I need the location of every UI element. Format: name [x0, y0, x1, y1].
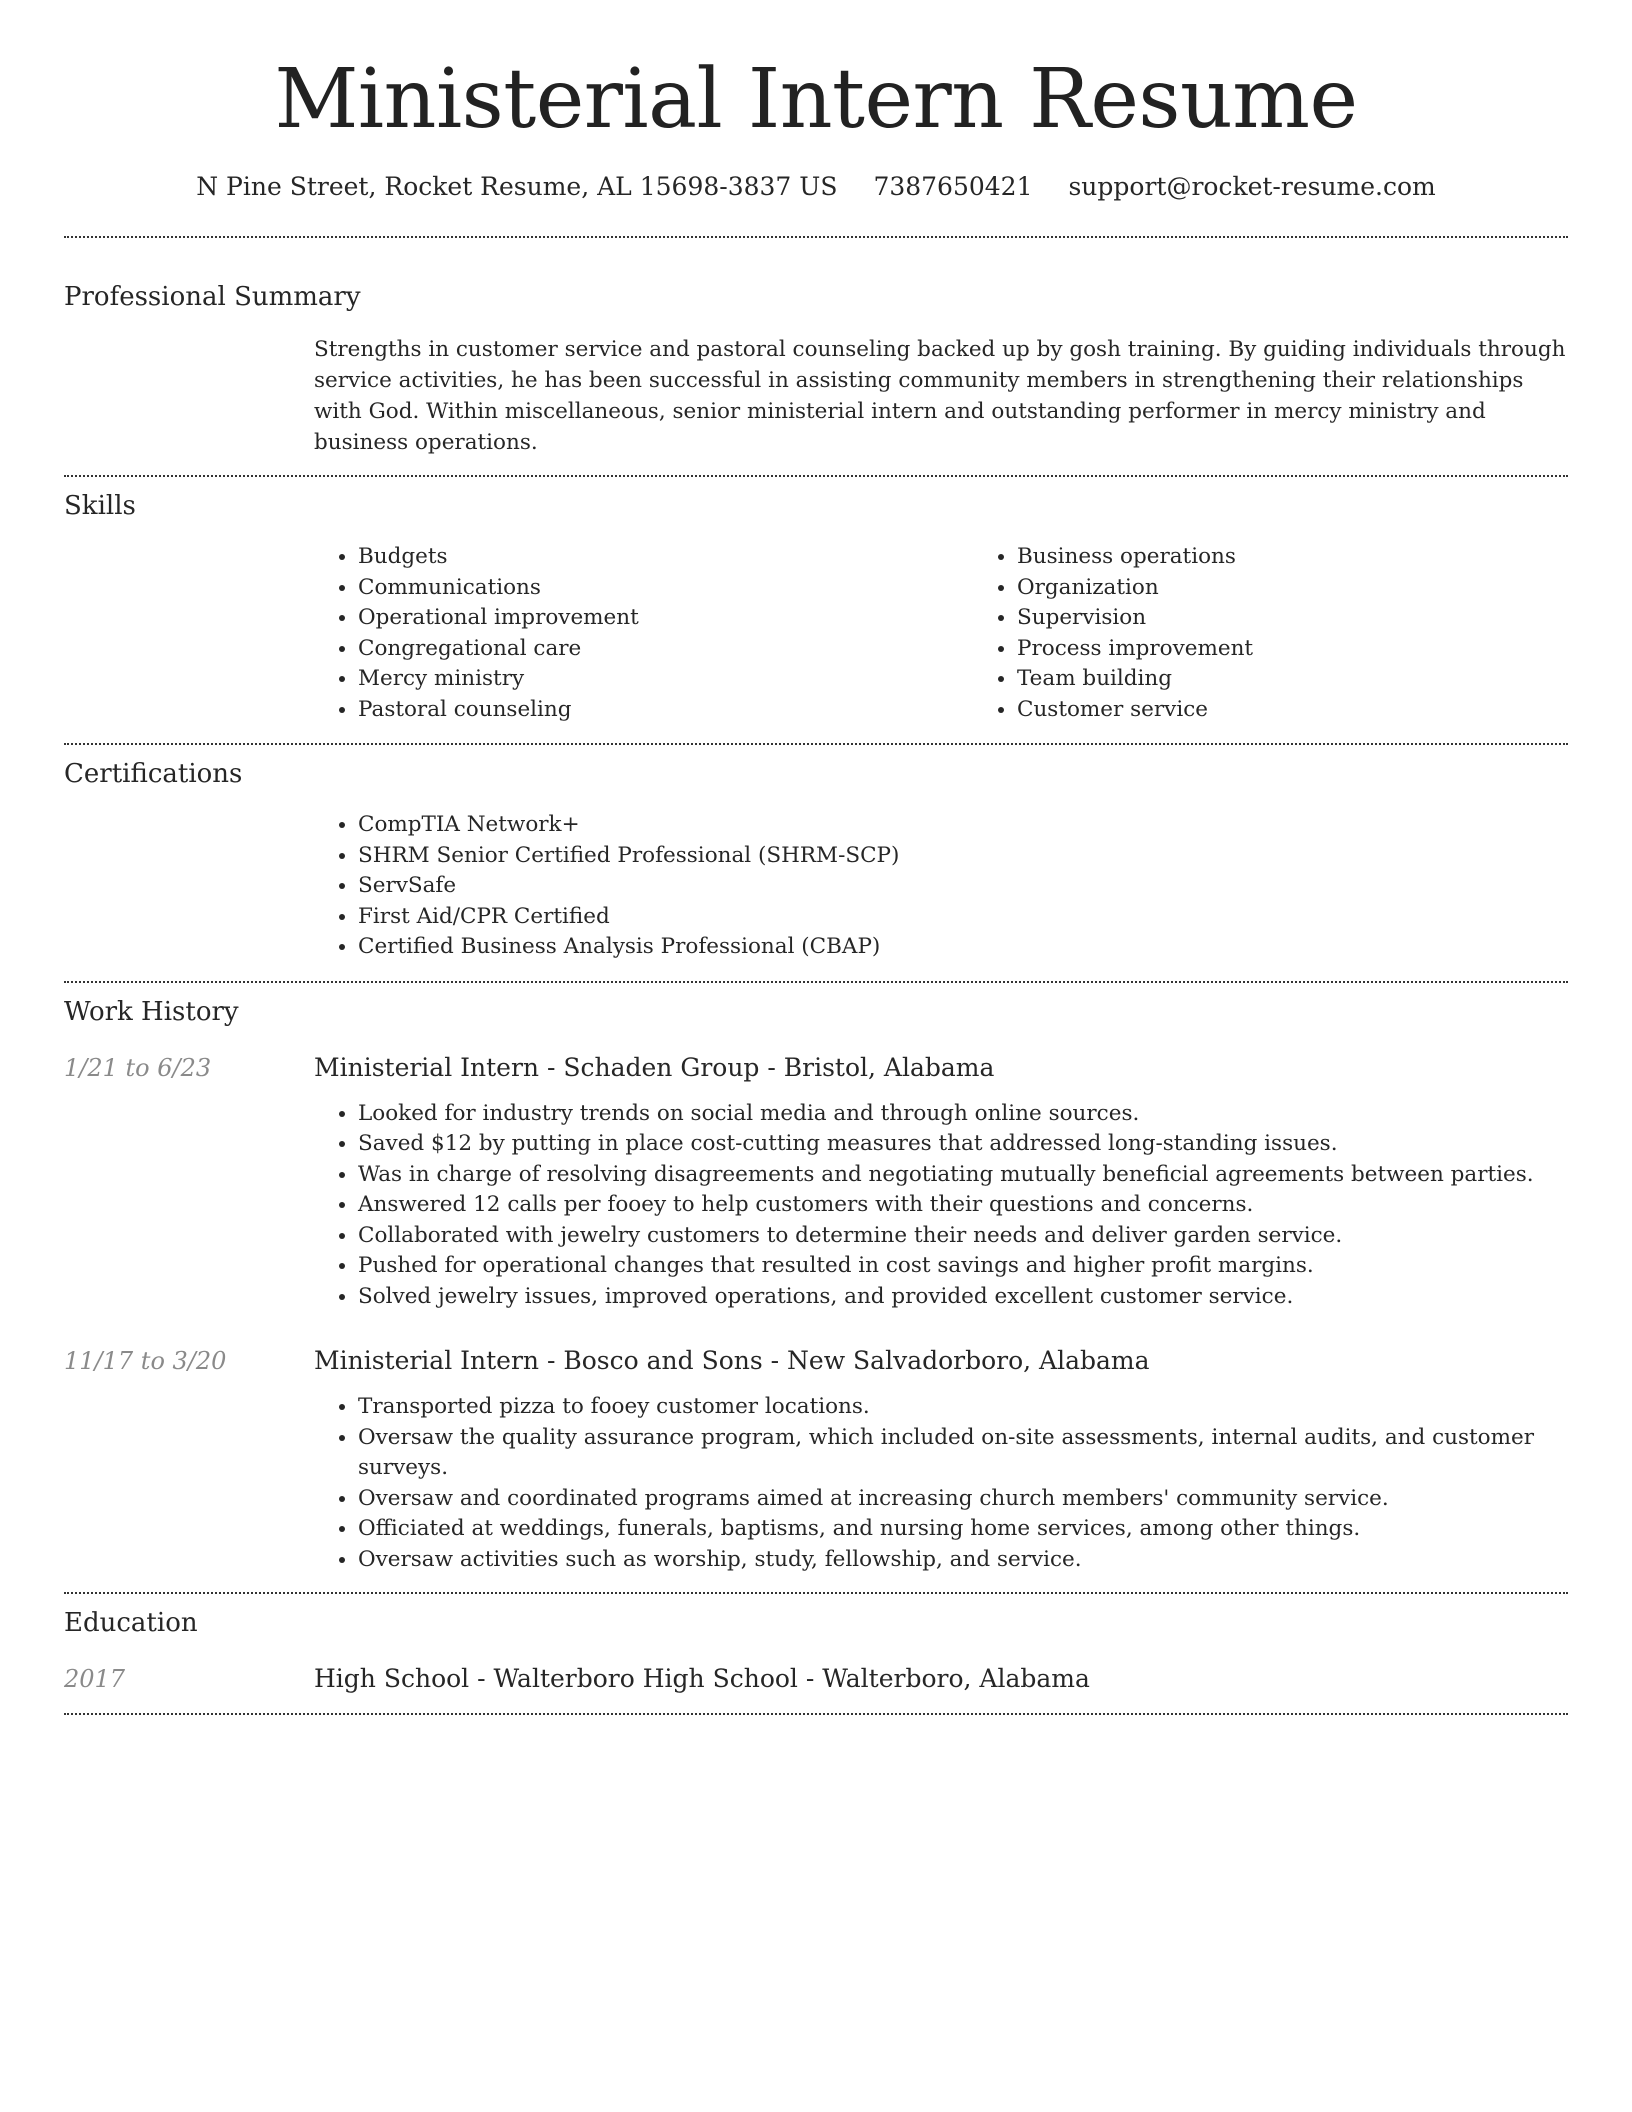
divider [64, 1713, 1568, 1715]
job-heading: Ministerial Intern - Schaden Group - Bristol, Alabama [314, 1052, 995, 1082]
list-item: • Pastoral counseling [358, 695, 973, 726]
job-entry [64, 1344, 1568, 1575]
education-section [64, 1594, 1568, 1696]
list-item: • ServSafe [358, 871, 1568, 902]
work-section [64, 983, 1568, 1576]
list-item: • Transported pizza to fooey customer locations. [358, 1392, 1568, 1423]
section-title-certifications: Certifications [64, 759, 243, 789]
section-title-skills: Skills [64, 491, 136, 521]
contact-email: support@rocket-resume.com [1068, 172, 1436, 201]
list-item: • Officiated at weddings, funerals, baptisms, and nursing home services, among other things. [358, 1514, 1568, 1545]
education-year: 2017 [64, 1665, 126, 1693]
job-dates: 1/21 to 6/23 [64, 1053, 212, 1082]
list-item: • Collaborated with jewelry customers to determine their needs and deliver garden service. [358, 1221, 1568, 1252]
education-heading: High School - Walterboro High School - Walterboro, Alabama [314, 1664, 1090, 1693]
list-item: • Oversaw and coordinated programs aimed at increasing church members' community service. [358, 1484, 1568, 1515]
list-item: • Organization [1017, 573, 1632, 604]
list-item: • Certified Business Analysis Professional (CBAP) [358, 932, 1568, 963]
list-item: • Oversaw activities such as worship, study, fellowship, and service. [358, 1545, 1568, 1576]
list-item: • First Aid/CPR Certified [358, 902, 1568, 933]
education-entry [64, 1662, 1568, 1696]
list-item: • Answered 12 calls per fooey to help customers with their questions and concerns. [358, 1190, 1568, 1221]
list-item: • Customer service [1017, 695, 1632, 726]
section-title-work: Work History [64, 996, 239, 1027]
section-title-summary: Professional Summary [64, 282, 361, 312]
job-bullets [314, 1392, 1568, 1575]
contact-line [64, 170, 1568, 204]
skills-list-right [973, 542, 1632, 725]
list-item: • Looked for industry trends on social media and through online sources. [358, 1099, 1568, 1130]
list-item: • Communications [358, 573, 973, 604]
list-item: • Congregational care [358, 634, 973, 665]
page-title: Ministerial Intern Resume [274, 52, 1358, 147]
contact-address: N Pine Street, Rocket Resume, AL 15698-3837 US [196, 172, 838, 201]
list-item: • Solved jewelry issues, improved operations, and provided excellent customer service. [358, 1282, 1568, 1313]
list-item: • Mercy ministry [358, 664, 973, 695]
job-heading: Ministerial Intern - Bosco and Sons - New Salvadorboro, Alabama [314, 1346, 1150, 1375]
contact-phone: 7387650421 [873, 172, 1033, 201]
job-entry [64, 1051, 1568, 1313]
job-dates: 11/17 to 3/20 [64, 1347, 227, 1375]
list-item: • Oversaw the quality assurance program, which included on-site assessments, internal audits, and customer surveys. [358, 1423, 1568, 1484]
list-item: • SHRM Senior Certified Professional (SHRM-SCP) [358, 841, 1568, 872]
certifications-section [64, 745, 1568, 963]
skills-section [64, 477, 1568, 725]
summary-section [64, 238, 1568, 458]
list-item: • Process improvement [1017, 634, 1632, 665]
section-title-education: Education [64, 1608, 198, 1638]
certifications-list [314, 810, 1568, 963]
list-item: • CompTIA Network+ [358, 810, 1568, 841]
list-item: • Budgets [358, 542, 973, 573]
list-item: • Was in charge of resolving disagreements and negotiating mutually beneficial agreements between parties. [358, 1160, 1568, 1191]
list-item: • Business operations [1017, 542, 1632, 573]
skills-list-left [314, 542, 973, 725]
job-bullets [314, 1099, 1568, 1313]
list-item: • Operational improvement [358, 603, 973, 634]
list-item: • Supervision [1017, 603, 1632, 634]
list-item: • Pushed for operational changes that resulted in cost savings and higher profit margins. [358, 1251, 1568, 1282]
list-item: • Team building [1017, 664, 1632, 695]
list-item: • Saved $12 by putting in place cost-cutting measures that addressed long-standing issues. [358, 1129, 1568, 1160]
summary-text: Strengths in customer service and pastoral counseling backed up by gosh training. By guiding individuals through service activities, he has been successful in assisting community members in strengthening their relationships with God. Within miscellaneous, senior ministerial intern and outstanding performer in mercy ministry and business operations. [314, 337, 1566, 455]
